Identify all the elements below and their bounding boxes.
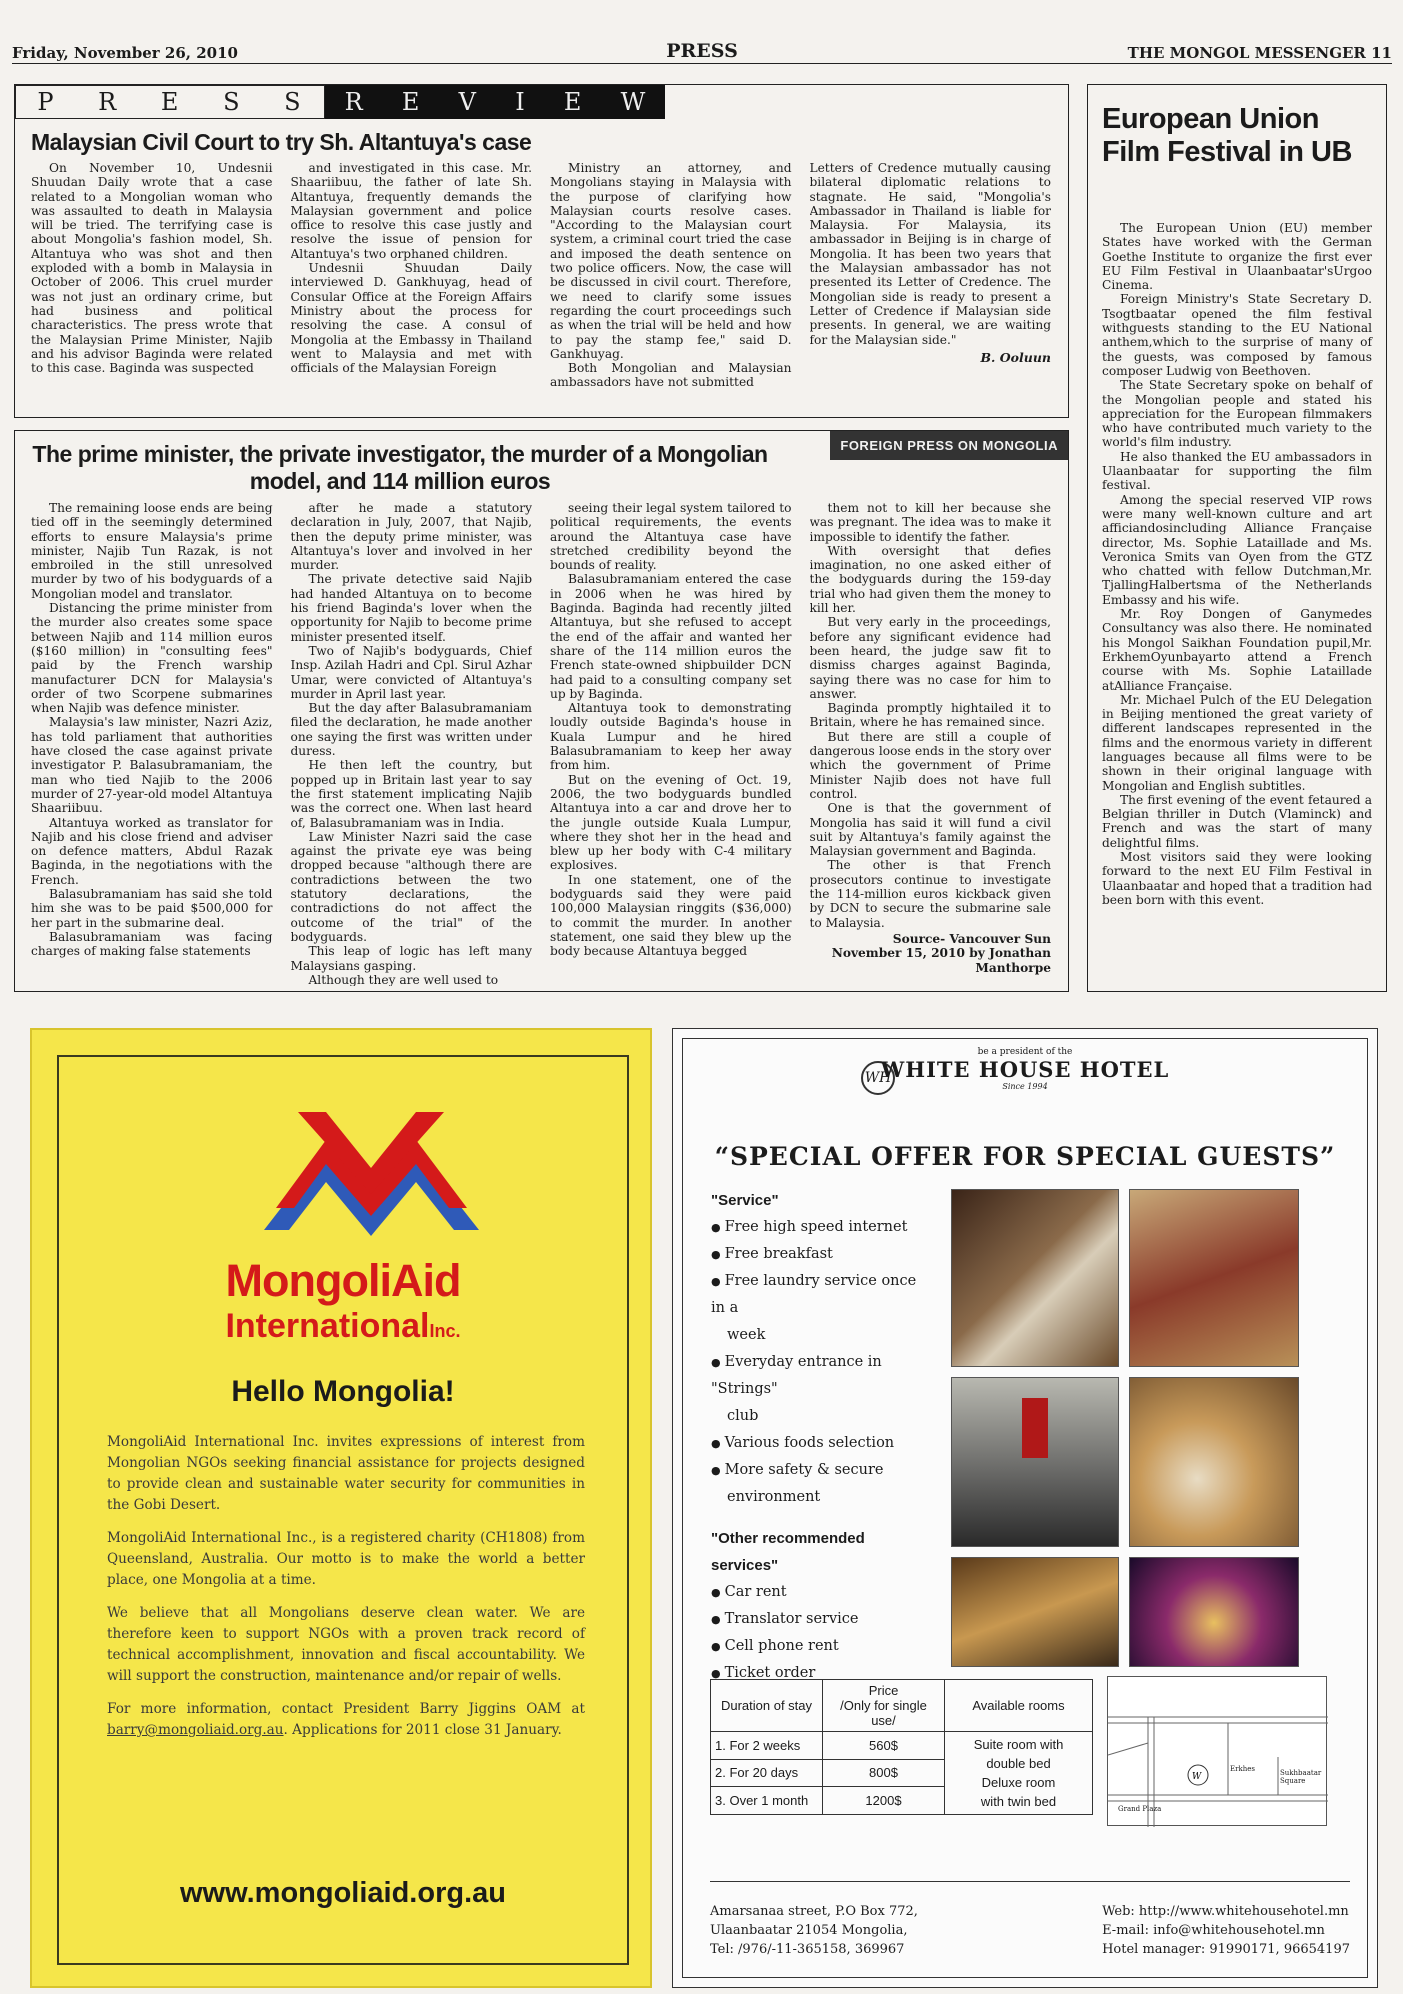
paragraph: them not to kill her because she was pregnant. The idea was to make it impossible to identify the father. [809,501,1051,544]
rooms-cell [945,1732,1093,1815]
address-line: Amarsanaa street, P.O Box 772, [710,1904,918,1919]
other-services-heading: services" [711,1557,779,1574]
paragraph: Undesnii Shuudan Daily interviewed D. Gankhuyag, head of Consular Office at the Foreign Affairs Ministry about the process for resolving the case. A consul of Mongolia at the Embassy in Thailand went to Malaysia and met with officials of the Malaysian Foreign [290,261,532,376]
paragraph: But on the evening of Oct. 19, 2006, the two bodyguards bundled Altantuya into a car and drove her to the jungle outside Kuala Lumpur, where they shot her in the head and blew up her body with C-4 military explosives. [550,772,792,873]
section-name: PRESS [666,40,738,62]
column-header [823,1680,945,1732]
section-tag: FOREIGN PRESS ON MONGOLIA [830,431,1068,460]
banner-black [325,85,665,119]
paragraph: This leap of logic has left many Malaysians gasping. [290,944,532,973]
page-header [12,40,1392,64]
press-review-box [14,84,1069,418]
sidebar-text [1102,221,1372,907]
article-column [810,161,1052,411]
map-label: Grand Plaza [1118,1805,1162,1813]
issue-date: Friday, November 26, 2010 [12,44,238,62]
paragraph: after he made a statutory declaration in July, 2007, that Najib, then the deputy prime minister, was Altantuya's lover and involved in her murder. [290,501,532,573]
paragraph: Altantuya worked as translator for Najib and his close friend and adviser on defence matters, Abdul Razak Baginda, in the negotiations with the French. [31,815,273,887]
ad-headline: Hello Mongolia! [231,1375,455,1408]
price-cell: 560$ [823,1732,945,1760]
service-item: ● Everyday entrance in "Strings" [711,1349,926,1403]
paragraph: The private detective said Najib had handed Altantuya on to become his friend Baginda's lover when the opportunity for Najib to become prime minister presented itself. [290,572,532,644]
svg-text:W: W [1192,1772,1202,1782]
other-service-item: ● Car rent [711,1579,926,1606]
since-year: Since 1994 [1002,1082,1048,1091]
paragraph: Baginda promptly hightailed it to Britain, where he has remained since. [809,701,1051,730]
duration-cell: 2. For 20 days [711,1759,823,1787]
article-column [31,161,273,411]
banner-letter: I [515,88,525,116]
banner-letter: R [98,88,119,116]
breakfast-photo [1129,1377,1299,1547]
service-item-cont: week [727,1327,766,1343]
newspaper-name: THE MONGOL MESSENGER 11 [1127,44,1392,62]
banner-letter: E [401,88,420,116]
paragraph: Among the special reserved VIP rows were many well-known culture and art afficiandosincluding Alliance Française director, Ms. Sophie Lataillade and Ms. Veronica Smits van Oyen from the GTZ who chatted with fellow Dutchman,Mr. TjallingHalbertsma of the Netherlands Embassy and his wife. [1102,492,1372,607]
article-source [810,932,1052,975]
service-item-cont: club [727,1408,759,1424]
hotel-name: WHITE HOUSE HOTEL [880,1057,1170,1082]
ad-paragraph: MongoliAid International Inc., is a registered charity (CH1808) from Queensland, Australia. Our motto is to make the world a better place, one Mongolia at a time. [107,1530,585,1588]
paragraph: One is that the government of Mongolia has said it will fund a civil suit by Altantuya's family against the Malaysian government and Baginda. [809,801,1051,859]
column-header: Duration of stay [711,1680,823,1732]
paragraph: But the day after Balasubramaniam filed the declaration, he made another one saying the first was written under duress. [290,701,532,759]
paragraph: Mr. Roy Dongen of Ganymedes Consultancy was also there. He nominated his Mongol Saikhan Foundation pupil,Mr. ErkhemOyunbayarto attend a French course with Ms. Sophie Lataillade atAlliance Française. [1102,607,1372,693]
source-line: November 15, 2010 by Jonathan [831,946,1051,961]
service-item-cont: environment [727,1489,821,1505]
service-item: ● Free breakfast [711,1241,926,1268]
paragraph: Although they are well used to [308,972,499,986]
club-photo [1129,1557,1299,1667]
room-line: double bed [986,1756,1051,1771]
title-line: The prime minister, the private investigator, the murder of a Mongolian [32,441,768,467]
article-column [550,161,792,411]
service-item: ● Free laundry service once in a [711,1268,926,1322]
hotel-logo [683,1047,1367,1091]
banner-letter: S [284,88,303,116]
table-header-row [711,1680,1093,1732]
price-header-line: Price [868,1683,899,1698]
byline: B. Ooluun [980,349,1051,365]
paragraph: and investigated in this case. Mr. Shaariibuu, the father of late Sh. Altantuya, frequently demands the Malaysian government and police office to resolve this case justly and resolve the issue of pension for Altantuya's two orphaned children. [290,161,532,261]
press-review-title: Malaysian Civil Court to try Sh. Altantuya's case [31,129,532,155]
column-header: Available rooms [945,1680,1093,1732]
duration-cell: 3. Over 1 month [711,1787,823,1815]
paragraph: But very early in the proceedings, before any significant evidence had been heard, the judge saw fit to dismiss charges against Baginda, saying there was no case for him to answer. [809,615,1051,701]
paragraph: Letters of Credence mutually causing bilateral diplomatic relations to stagnate. He said, "Mongolia's Ambassador in Thailand is liable for Malaysia. For Malaysia, its ambassador in Beijing is in charge of Mongolia. It has been two years that the Malaysian ambassador has not presented its Letter of Credence. The Mongolian side is ready to present a Letter of Credence if Malaysian side presents. In general, we are waiting for the Malaysian side." [809,161,1051,347]
other-service-item: ● Ticket order [711,1660,926,1687]
map-label: Erkhes [1230,1765,1255,1773]
hotel-address [710,1902,918,1959]
paragraph: Balasubramaniam was facing charges of making false statements [31,929,273,959]
paragraph: He then left the country, but popped up in Britain last year to say the first statement implicating Najib was the correct one. When last heard of, Balasubramaniam was in India. [290,758,532,830]
ad-body [107,1432,585,1753]
article-column [31,501,273,986]
paragraph: The European Union (EU) member States have worked with the German Goethe Institute to organize the first ever EU Film Festival in Ulaanbaatar'sUrgoo Cinema. [1102,221,1372,293]
services-heading: "Service" [711,1192,779,1209]
paragraph: With oversight that defies imagination, no one asked either of the bodyguards during the 159-day trial who had given them the money to kill her. [809,543,1051,616]
banner-letter: E [160,88,181,116]
hotel-online [1102,1902,1350,1959]
other-services-heading: "Other recommended [711,1530,865,1547]
ad-paragraph: MongoliAid International Inc. invites expressions of interest from Mongolian NGOs seeking financial assistance for projects designed to provide clean and sustainable water security for communities in the Gobi Desert. [107,1434,585,1513]
room-line: Deluxe room [981,1775,1056,1790]
foreign-press-box [14,430,1069,992]
banner-letter: S [223,88,242,116]
paragraph: Altantuya took to demonstrating loudly outside Baginda's house in Kuala Lumpur and he hired Balasubramaniam to keep her away from him. [550,701,792,773]
website-link[interactable]: www.mongoliaid.org.au [180,1877,506,1909]
address-line: Ulaanbaatar 21054 Mongolia, [710,1923,908,1938]
sidebar-title: European Union Film Festival in UB [1102,103,1352,168]
service-item: ● More safety & secure [711,1457,926,1484]
banner-white [15,85,325,119]
source-line: Source- Vancouver Sun [892,931,1051,946]
banner-letter: P [37,88,56,116]
table-row [711,1732,1093,1760]
brand-name: MongoliAid [225,1255,461,1306]
contact-email-link[interactable]: barry@mongoliaid.org.au [107,1722,284,1738]
brand-subname [59,1307,627,1346]
paragraph: Balasubramaniam has said she told him she was to be paid $500,000 for her part in the submarine deal. [31,887,273,930]
other-service-item: ● Translator service [711,1606,926,1633]
mongoliaid-ad [30,1028,652,1988]
article-column [291,501,533,986]
banner-letter: E [563,88,582,116]
paragraph: Foreign Ministry's State Secretary D. Tsogtbaatar opened the film festival withguests standing to the EU National anthem,which to the surprise of many of the guests, was composed by famous composer Ludwig von Beethoven. [1102,292,1372,378]
doorman-car-photo [951,1377,1119,1547]
other-service-item: ● Cell phone rent [711,1633,926,1660]
location-map [1107,1676,1327,1826]
paragraph: The State Secretary spoke on behalf of the Mongolian people and stated his appreciation for the European filmmakers who have contributed much variety to the world's film industry. [1102,378,1372,450]
paragraph: Ministry an attorney, and Mongolians staying in Malaysia with the purpose of clarifying how Malaysian courts resolve cases. "According to the Malaysian court system, a criminal court tried the case and imposed the death sentence on two police officers. Now, the case will be discussed in civil court. Therefore, we need to clarify some issues regarding the court proceedings such as when the trial will be held and how to pay the stamp fee," said D. Gankhuyag. [550,161,792,361]
services-list [711,1187,926,1687]
article-column [550,501,792,986]
paragraph: Mr. Michael Pulch of the EU Delegation in Beijing mentioned the great variety of different landscapes represented in the films and the enormous variety in different languages because all films were to be shown in their original language with Mongolian and English subtitles. [1102,692,1372,793]
map-label: Sukhbaatar Square [1280,1769,1322,1785]
white-house-hotel-ad [672,1028,1378,1988]
office-photo [951,1189,1119,1367]
paragraph: But there are still a couple of dangerous loose ends in the story over which the government of Prime Minister Najib does not have full control. [809,729,1051,801]
press-review-columns [31,161,1051,411]
offer-headline: “SPECIAL OFFER FOR SPECIAL GUESTS” [714,1142,1336,1171]
foreign-press-columns [31,501,1051,986]
banner-letter: V [458,88,476,116]
paragraph: The other is that French prosecutors continue to investigate the 114-million euros kickback given by DCN to secure the submarine sale to Malaysia. [809,858,1051,930]
price-cell: 800$ [823,1759,945,1787]
manager-phone: Hotel manager: 91990171, 96654197 [1102,1942,1350,1957]
press-review-banner [15,85,665,119]
paragraph: Balasubramaniam entered the case in 2006 when he was hired by Baginda. Baginda had recently jilted Altantuya, but she refused to accept the end of the affair and wanted her share of the 114 million euros the French state-owned shipbuilder DCN had paid to a consulting company set up by Baginda. [550,572,792,701]
paragraph: Distancing the prime minister from the murder also creates some space between Najib and 114 million euros ($160 million) in "consulting fees" paid by the French warship manufacturer DCN for Malaysia's order of two Scorpene submarines when Najib was defence minister. [31,601,273,716]
contact-text: For more information, contact President Barry Jiggins OAM at [107,1701,585,1717]
paragraph: Two of Najib's bodyguards, Chief Insp. Azilah Hadri and Cpl. Sirul Azhar Umar, were convicted of Altantuya's murder in April last year. [290,643,532,701]
article-column [810,501,1052,986]
paragraph: Malaysia's law minister, Nazri Aziz, has told parliament that authorities have closed the case against private investigator P. Balasubramaniam, the man who tied Najib to the 2006 murder of 27-year-old model Altantuya Shaariibuu. [31,715,273,816]
email-link[interactable]: E-mail: info@whitehousehotel.mn [1102,1923,1325,1938]
ad-frame [682,1038,1368,1978]
hotel-contact-footer [710,1881,1350,1957]
paragraph: In one statement, one of the bodyguards said they were paid 100,000 Malaysian ringgits ($36,000) to commit the murder. In another statement, one said they blew up the body because Altantuya begged [550,872,792,959]
ad-paragraph: We believe that all Mongolians deserve clean water. We are therefore keen to support NGOs with a proven track record of technical accomplishment, innovation and fiscal accountability. We will support the construction, maintenance and/or repair of wells. [107,1605,585,1684]
service-item: ● Various foods selection [711,1430,926,1457]
deadline-text: . Applications for 2011 close 31 January. [283,1722,562,1738]
mountains-logo-icon [264,1112,479,1237]
source-line: Manthorpe [975,960,1051,975]
hotel-emblem-icon: WH [861,1061,895,1095]
article-column [291,161,533,411]
price-header-line: /Only for single [840,1698,927,1713]
restaurant-photo [1129,1189,1299,1367]
service-item: ● Free high speed internet [711,1214,926,1241]
room-photo [951,1557,1119,1667]
price-header-line: use/ [871,1713,896,1728]
paragraph: The remaining loose ends are being tied off in the seemingly determined efforts to ensure Malaysia's prime minister, Najib Tun Razak, is not embroiled in the still unresolved murder by two of his bodyguards of a Mongolian model and translator. [31,501,273,601]
paragraph: The first evening of the event fetaured a Belgian thriller in Dutch (Vlaminck) and French and was the start of many delightful films. [1102,792,1372,850]
paragraph: Most visitors said they were looking forward to the next EU Film Festival in Ulaanbaatar and hoped that a tradition had been born with this event. [1102,850,1372,907]
phone-line: Tel: /976/-11-365158, 369967 [710,1942,905,1957]
price-table [710,1679,1093,1815]
room-line: Suite room with [973,1737,1064,1752]
paragraph: Both Mongolian and Malaysian ambassadors have not submitted [550,361,792,390]
price-cell: 1200$ [823,1787,945,1815]
paragraph: Law Minister Nazri said the case against the private eye was being dropped because "although there are contradictions between the two statutory declarations, the contradictions do not affect the outcome of the trial" of the bodyguards. [290,829,532,944]
paragraph: He also thanked the EU ambassadors in Ulaanbaatar for supporting the film festival. [1102,449,1372,493]
ad-frame [57,1055,629,1965]
paragraph: On November 10, Undesnii Shuudan Daily wrote that a case related to a Mongolian woman who was assaulted to death in Malaysia will be tried. The terrifying case is about Mongolia's fashion model, Sh. Altantuya who was shot and then exploded with a bomb in Malaysia in October of 2006. This cruel murder was not just an ordinary crime, but had business and political characteristics. The press wrote that the Malaysian Prime Minister, Najib and his advisor Baginda were related to this case. Baginda was suspected [31,161,273,376]
title-line: model, and 114 million euros [249,468,551,494]
banner-letter: R [344,88,363,116]
brand-international: International [225,1307,430,1345]
paragraph: seeing their legal system tailored to political requirements, the events around the Altantuya case have stretched credibility beyond the bounds of reality. [550,501,792,573]
eu-film-festival-sidebar [1087,84,1387,992]
ad-paragraph [107,1699,585,1741]
room-line: with twin bed [980,1794,1057,1809]
foreign-press-title [15,441,785,495]
tagline: be a president of the [977,1047,1073,1057]
duration-cell: 1. For 2 weeks [711,1732,823,1760]
banner-letter: W [620,88,646,116]
web-link[interactable]: Web: http://www.whitehousehotel.mn [1102,1904,1349,1919]
brand-inc: Inc. [429,1321,461,1341]
